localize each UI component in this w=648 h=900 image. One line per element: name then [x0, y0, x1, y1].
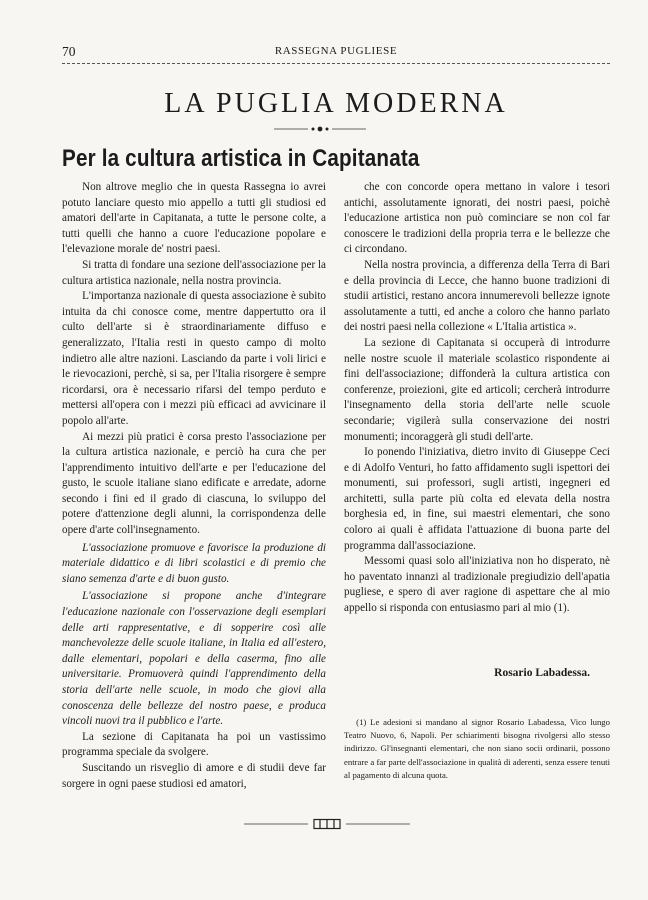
end-ornament-icon: [242, 818, 412, 830]
paragraph-italic: L'associazione si propone anche d'integrare l'educazione nazionale con l'osservazione degli esemplari delle arti rappresentative, e di sopperire così alle manchevolezze delle scuole italiane, in Italia ed all'estero, dalle elementari, popolari e della caserma, fino alle universitarie. Promuoverà quindi l'apprendimento della storia dell'arte nelle scuole, in modo che giovi alla conoscenza delle bellezze del nostro paese, e produca vincoli nuovi tra il pubblico e l'arte.: [62, 590, 326, 728]
paragraph: che con concorde opera mettano in valore i tesori antichi, assolutamente ignorati, dei nostri paesi, poichè l'educazione artistica non può cominciare se non col far conoscere le tradizioni della propria terra e le bellezze che ci circondano.: [344, 181, 610, 256]
section-title: LA PUGLIA MODERNA: [164, 88, 508, 119]
page-number: 70: [62, 44, 76, 59]
paragraph: Non altrove meglio che in questa Rassegna io avrei potuto lanciare questo mio appello a tutti gli studiosi ed amatori dell'arte in Capitanata, a tutte le persone colte, a tutti quelli che hanno a cuore l'educazione popolare e l'elevazione morale de' nostri paesi.: [62, 181, 326, 256]
paragraph: Io ponendo l'iniziativa, dietro invito di Giuseppe Ceci e di Adolfo Venturi, ho fatto affidamento sugli ispettori dei monumenti, sui professori, sugli artisti, ingegneri ed architetti, sulla parte più colta ed elevata della nostra borghesia ed, in fine, sui maestri elementari, che sono coloro ai quali è affidata l'attuazione di buona parte del programma dall'associazione.: [344, 446, 610, 552]
paragraph: Si tratta di fondare una sezione dell'associazione per la cultura artistica nazionale, nella nostra provincia.: [62, 258, 326, 287]
article-title: Per la cultura artistica in Capitanata: [62, 145, 420, 172]
title-ornament-icon: [270, 124, 370, 134]
paragraph: La sezione di Capitanata si occuperà di introdurre nelle nostre scuole il materiale scolastico rispondente ai fini dell'associazione; diffonderà la cultura artistica con conferenze, proiezioni, gite ed articoli; cercherà introdurre l'insegnamento della storia dell'arte nelle scuole secondarie; vigilerà sulla conservazione dei nostri monumenti; incoraggerà gli studi dell'arte.: [344, 336, 610, 443]
paragraph: L'importanza nazionale di questa associazione è subito intuita da chi conosce come, mentre dappertutto ora il culto dell'arte si è straordinariamente diffuso e generalizzato, l'Italia resti in questo campo di molto indietro alle altre nazioni. Lasciando da parte i voli lirici e le rievocazioni, perchè, si sa, per l'Italia risorgere è sempre ricordarsi, ora è necessario rifarsi del tempo perduto e mettersi all'opera con i mezzi più efficaci ad avvicinare il popolo all'arte.: [62, 290, 326, 427]
footnote-text: (1) Le adesioni si mandano al signor Rosario Labadessa, Vico lungo Teatro Nuovo, 6, Napoli. Per schiarimenti bisogna rivolgersi allo stesso indirizzo. Gl'insegnanti elementari, che non siano socii ordinarii, possono entrare a far parte dell'associazione in qualità di aderenti, senza essere tenuti al pagamento di alcuna quota.: [344, 717, 610, 780]
paragraph-italic: L'associazione promuove e favorisce la produzione di materiale didattico e di libri scolastici e di premio che siano semenza d'arte e di buon gusto.: [62, 541, 326, 585]
paragraph: Suscitando un risveglio di amore e di studii deve far sorgere in ogni paese studiosi ed amatori,: [62, 761, 326, 790]
paragraph: La sezione di Capitanata ha poi un vastissimo programma speciale da svolgere.: [62, 730, 326, 759]
paragraph: Messomi quasi solo all'iniziativa non ho disperato, nè ho paventato innanzi al tradizionale pregiudizio dell'apatia pugliese, e spero di aver ragione di aspettare che al mio appello si risponda con entusiasmo pari al mio (1).: [344, 555, 610, 615]
body-column-left: [62, 180, 326, 792]
header-rule: [62, 63, 610, 64]
author-signature: Rosario Labadessa.: [494, 667, 590, 679]
paragraph: Nella nostra provincia, a differenza della Terra di Bari e della provincia di Lecce, che hanno buone tradizioni di studii artistici, restano ancora innumerevoli bellezze ignote assolutamente a tutti, ed anche a coloro che hanno parlato dei nostri paesi nella collezione « L'Italia artistica ».: [344, 258, 610, 334]
footnote: [344, 716, 610, 782]
paragraph: Ai mezzi più pratici è corsa presto l'associazione per la cultura artistica nazionale, e perciò ha cura che per l'apprendimento intuitivo dell'arte e per l'educazione del gusto, le scuole italiane siano edificate e arredate, adorne secondo i fini ed il grado di ciascuna, lo sviluppo del potere d'attenzione degli alunni, la corrispondenza delle opere d'arte coll'insegnamento.: [62, 430, 326, 537]
body-column-right: [344, 180, 610, 617]
journal-title: RASSEGNA PUGLIESE: [274, 45, 398, 57]
running-head: [62, 44, 610, 64]
